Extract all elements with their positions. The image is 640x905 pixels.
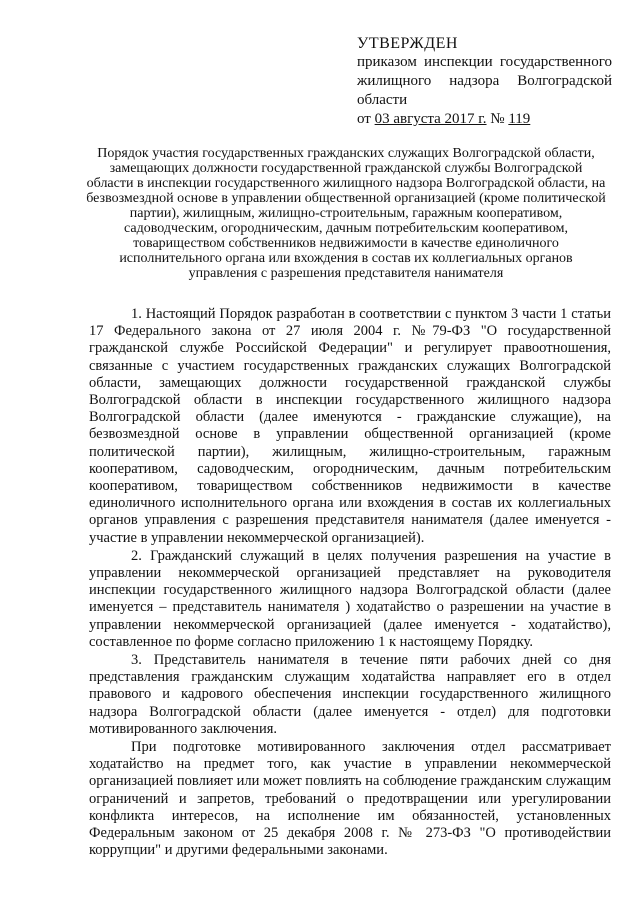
approval-stamp (357, 34, 612, 129)
paragraph-3: 3. Представитель нанимателя в течение пяти рабочих дней со дня представления гражданским служащим ходатайства направляет его в отдел правового и кадрового обеспечения инспекции государственного жилищного надзора Волгоградской области (далее именуется - отдел) для подготовки мотивированного заключения. (89, 652, 611, 737)
approval-number: 119 (508, 111, 531, 127)
approval-date-line (357, 110, 612, 129)
paragraph-4: При подготовке мотивированного заключения отдел рассматривает ходатайство на предмет того, как участие в управлении некоммерческой организацией повлияет или может повлиять на соблюдение гражданским служащим ограничений и запретов, требований о предотвращении или урегулировании конфликта интересов, на исполнение им обязанностей, установленных Федеральным законом от 25 декабря 2008 г. № 273-ФЗ "О противодействии коррупции" и другими федеральными законами. (89, 739, 612, 859)
document-body (89, 306, 611, 861)
approval-date-prefix: от (357, 111, 375, 127)
document-title: Порядок участия государственных гражданских служащих Волгоградской области, замещающих должности государственной гражданской службы Волгоградской области в инспекции государственного жилищного надзора Волгоградской области, на безвозмездной основе в управлении общественной организацией (кроме политической партии), жилищным, жилищно-строительным, гаражным кооперативом, садоводческим, огородническим, дачным потребительским кооперативом, товариществом собственников недвижимости в качестве единоличного исполнительного органа или вхождения в состав их коллегиальных органов управления с разрешения представителя нанимателя (86, 146, 606, 281)
approval-order-text: приказом инспекции государственного жилищного надзора Волгоградской области (357, 54, 612, 108)
paragraph-1: 1. Настоящий Порядок разработан в соответствии с пунктом 3 части 1 статьи 17 Федерального закона от 27 июля 2004 г. №79-ФЗ "О государственной гражданской службе Российской Федерации" и регулирует правоотношения, связанные с участием государственных гражданских служащих Волгоградской области, замещающих должности государственной гражданской службы Волгоградской области в инспекции государственного жилищного надзора Волгоградской области (далее именуются - гражданские служащие), на безвозмездной основе в управлении общественной организацией (кроме политической партии), жилищным, жилищно-строительным, гаражным кооперативом, садоводческим, огородническим, дачным потребительским кооперативом, товариществом собственников недвижимости в качестве единоличного исполнительного органа или вхождения в состав их коллегиальных органов управления с разрешения представителя нанимателя (далее именуется - участие в управлении некоммерческой организацией). (89, 306, 611, 546)
paragraph-2: 2. Гражданский служащий в целях получения разрешения на участие в управлении некоммерческой организацией представляет на руководителя инспекции государственного жилищного надзора Волгоградской области (далее именуется – представитель нанимателя ) ходатайство о разрешении на участие в управлении некоммерческой организацией (далее именуется - ходатайство), составленное по форме согласно приложению 1 к настоящему Порядку. (89, 547, 611, 650)
approval-number-prefix: № (486, 111, 509, 127)
approval-date: 03 августа 2017 г. (374, 111, 487, 127)
approval-heading: УТВЕРЖДЕН (357, 35, 458, 52)
